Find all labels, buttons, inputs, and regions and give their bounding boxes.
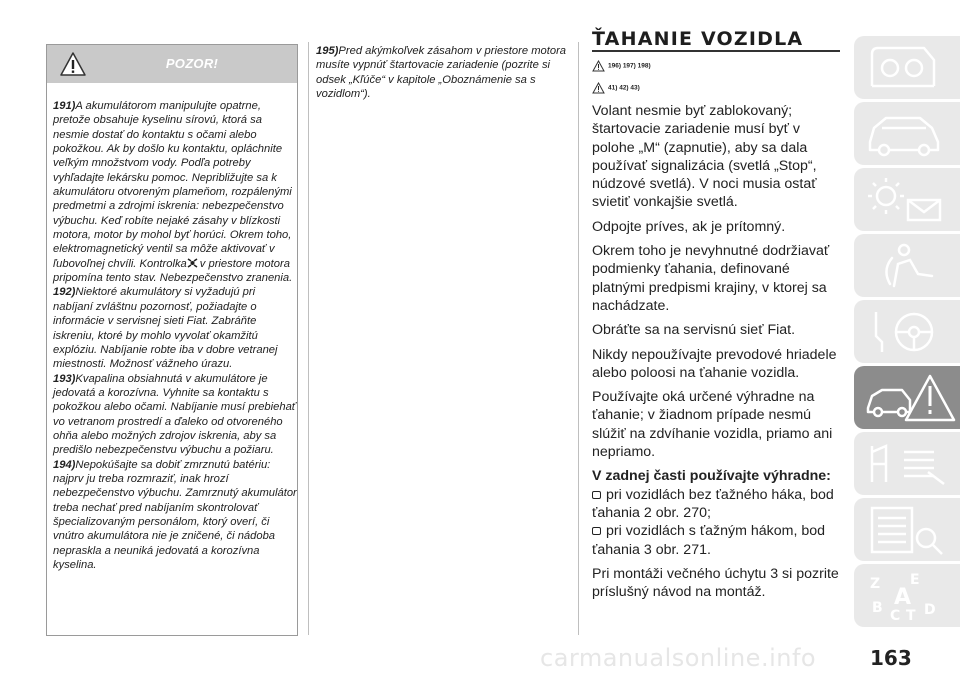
car-icon [864,108,956,160]
warning-refs [592,60,651,72]
svg-text:E: E [910,572,920,588]
starting-driving-icon [864,306,956,358]
warning-item-194 [53,458,297,573]
item-text: Niektoré akumulátory si vyžadujú pri nabíjaní zvláštnu pozornosť, požiadajte o informácie v servisnej sieti Fiat. Zabráňte iskreniu, ktoré by mohlo vyvolať okamžitú explóziu. Nabíjanie robte iba v dobre vetranej miestnosti. Možnosť vážneho úrazu. [53,286,278,371]
item-number: 191) [53,100,76,112]
index-icon [864,570,956,622]
svg-text:T: T [906,608,916,622]
airbag-safety-icon [864,240,956,292]
tab-warning-lights[interactable] [854,168,960,231]
page-number: 163 [870,646,912,670]
paragraph: Obráťte sa na servisnú sieť Fiat. [592,322,796,339]
paragraph: Nikdy nepoužívajte prevodové hriadele alebo poloosi na ťahanie vozidla. [592,346,837,381]
tab-technical-data[interactable] [854,498,960,561]
paragraph: Volant nesmie byť zablokovaný; štartovacie zariadenie musí byť v polohe „M“ (zapnutie), aby sa dala používať signalizácia (svetlá „Stop“, núdzové svetlá). V noci musia ostať svietiť vonkajšie svetlá. [592,103,817,211]
warning-ref-numbers[interactable]: 196) 197) 198) [608,62,651,70]
warning-item-192 [53,285,297,371]
tab-vehicle[interactable] [854,102,960,165]
warning-lights-icon [864,174,956,226]
tab-maintenance[interactable] [854,432,960,495]
item-text: Nepokúšajte sa dobiť zmrznutú batériu: najprv ju treba rozmraziť, inak hrozí nebezpečenstvo výbuchu. Zamrznutý akumulátor treba nechať pred nabíjaním skontrolovať špecializovaným personálom, ktorý overí, či vnútro akumulátora nie je zničené, či nádoba nepraskla a neuniká jedovatá a korozívna kyselina. [53,458,297,571]
item-number: 195) [316,45,339,57]
item-text: Pred akýmkoľvek zásahom v priestore motora musíte vypnúť štartovacie zariadenie (pozrite si odsek „Kľúče“ v kapitole „Oboznámenie sa s vozidlom“). [316,45,567,101]
bullet-text: pri vozidlách bez ťažného háka, bod ťahania 2 obr. 270; [592,486,834,521]
warning-text [53,99,297,572]
car-dashboard-icon [864,42,956,94]
emergency-icon [864,372,956,424]
item-number: 193) [53,372,76,385]
bullet-text: pri vozidlách s ťažným hákom, bod ťahania 3 obr. 271. [592,523,826,558]
attention-triangle-icon [592,82,605,94]
warning-item-195 [316,44,570,101]
svg-text:Z: Z [870,576,881,592]
paragraph: Používajte oká určené výhradne na ťahanie; v žiadnom prípade nesmú slúžiť na zdvíhanie vozidla, priamo ani nepriamo. [592,389,833,461]
bullet-icon [592,491,601,499]
maintenance-icon [864,438,956,490]
item-text-continued: v priestore motora pripomína tento stav. Nebezpečenstvo zranenia. [53,257,293,285]
warning-header [47,45,297,83]
warning-title: POZOR! [165,56,219,71]
attention-refs [592,82,640,94]
title-rule [592,50,840,52]
tab-safety[interactable] [854,234,960,297]
warning-triangle-icon [592,60,605,72]
technical-data-icon [864,504,956,556]
warning-continuation [316,44,570,101]
item-number: 194) [53,458,76,471]
item-text: A akumulátorom manipulujte opatrne, pretože obsahuje kyselinu sírovú, ktorá sa nesmie dostať do kontaktu s očami alebo pokožkou. Ak by došlo ku kontaktu, opláchnite veľkým množstvom vody. Podľa potreby vyhľadajte lekársku pomoc. Nepribližujte sa k akumulátoru otvoreným plameňom, rozpálenými predmetmi a zdrojmi iskrenia: nebezpečenstvo výbuchu. Keď robíte nejaké zásahy v blízkosti motora, motor by mohol byť horúci. Okrem toho, elektromagnetický ventil sa môže aktivovať v ľubovoľnej chvíli. Kontrolka [53,100,292,270]
battery-solenoid-icon [187,258,198,268]
tab-index[interactable] [854,564,960,627]
warning-item-191 [53,99,297,285]
tab-dashboard[interactable] [854,36,960,99]
attention-ref-numbers[interactable]: 41) 42) 43) [608,84,640,92]
paragraph: Okrem toho je nevyhnutné dodržiavať podmienky ťahania, definované platnými predpismi krajiny, v ktorej sa nachádzate. [592,243,830,314]
warning-item-193 [53,372,297,458]
watermark: carmanualsonline.info [540,644,817,672]
svg-text:A: A [894,585,912,610]
paragraph: Pri montáži večného úchytu 3 si pozrite príslušný návod na montáž. [592,565,839,601]
bullet-item [592,522,842,559]
item-number: 192) [53,286,76,299]
svg-text:C: C [890,608,901,622]
bullet-icon [592,527,601,535]
svg-text:B: B [872,600,883,616]
tab-starting-driving[interactable] [854,300,960,363]
item-text: Kvapalina obsiahnutá v akumulátore je jedovatá a korozívna. Vyhnite sa kontaktu s pokožkou alebo očami. Nabíjanie musí prebiehať vo vetranom prostredí a ďaleko od otvoreného ohňa alebo možných zdrojov iskrenia, aby sa predišlo nebezpečenstvu výbuchu a požiaru. [53,372,296,457]
warning-box [46,44,298,636]
column-divider [578,42,579,635]
bullet-item [592,486,842,523]
tab-emergency[interactable] [854,366,960,429]
svg-text:D: D [924,602,936,618]
section-body [592,102,842,607]
section-title: ŤAHANIE VOZIDLA [592,28,804,50]
column-divider [308,42,309,635]
subheading: V zadnej časti používajte výhradne: [592,468,831,485]
paragraph: Odpojte príves, ak je prítomný. [592,218,786,235]
